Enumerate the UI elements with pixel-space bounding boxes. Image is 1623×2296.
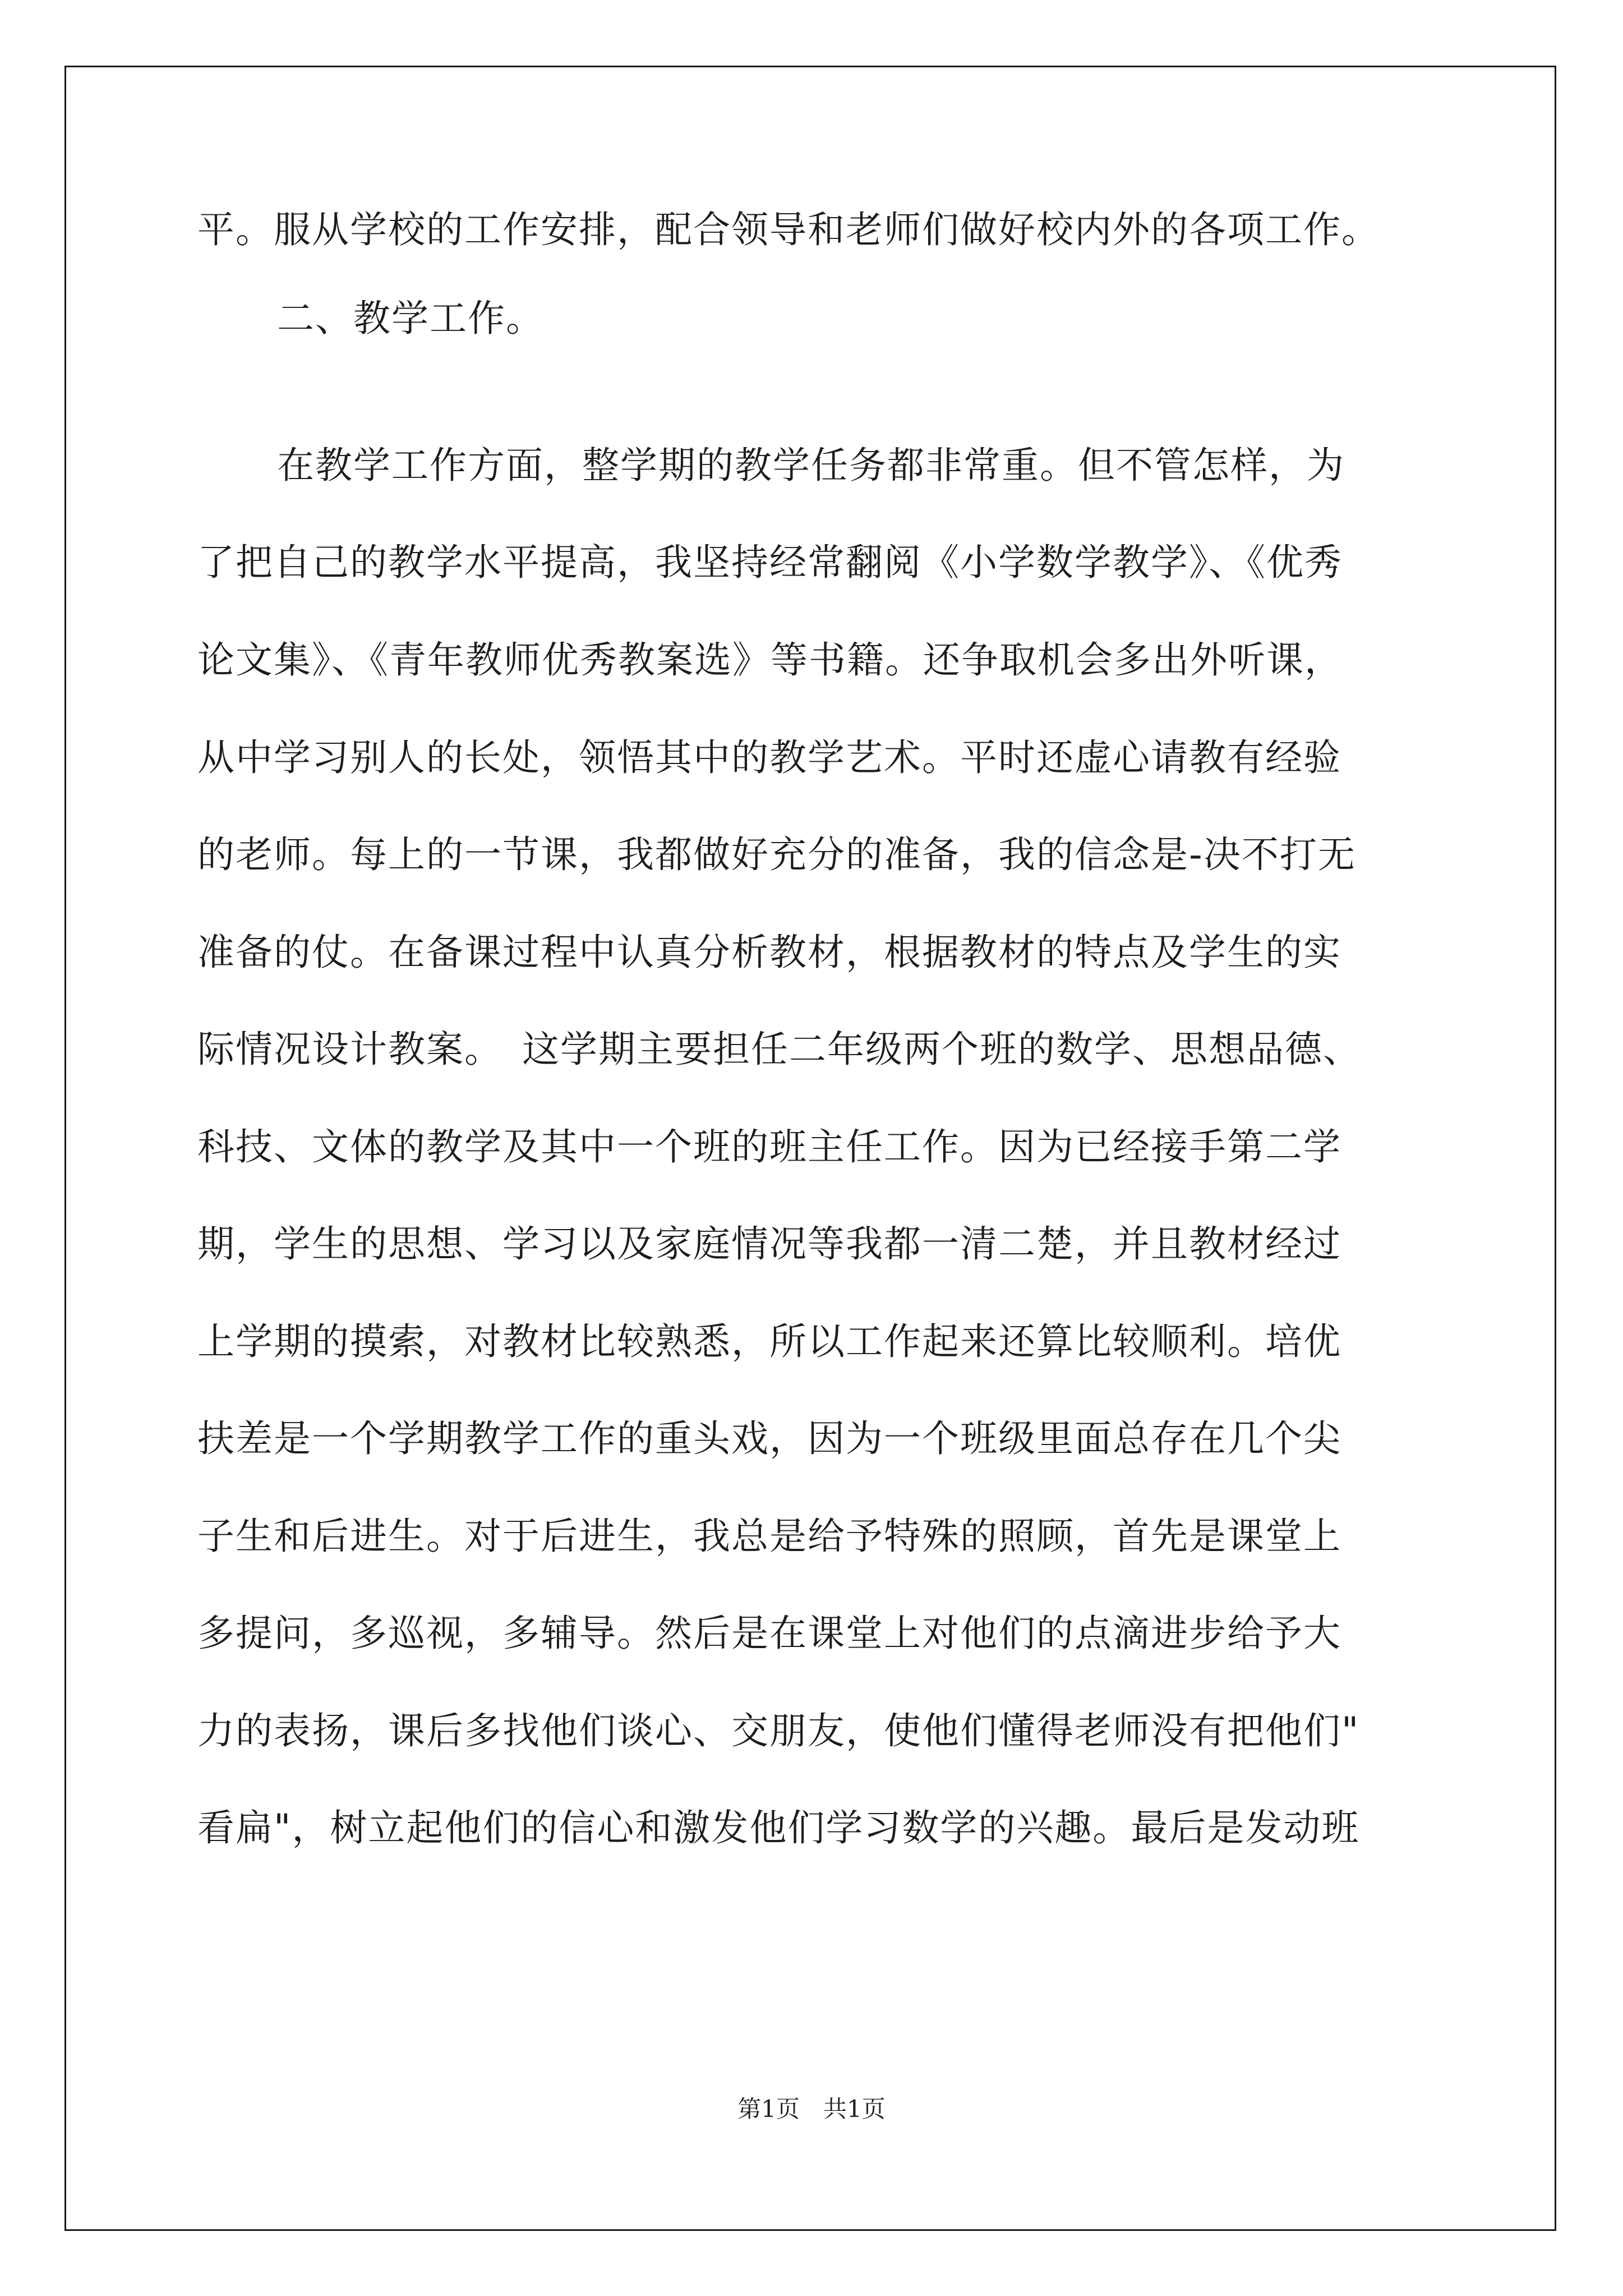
body-line-15: 多提问，多巡视，多辅导。然后是在课堂上对他们的点滴进步给予大 [197,1612,1341,1655]
body-line-6: 从中学习别人的长处，领悟其中的教学艺术。平时还虚心请教有经验 [197,736,1341,779]
body-line-9: 际情况设计教案。 这学期主要担任二年级两个班的数学、思想品德、 [197,1028,1361,1071]
body-line-16: 力的表扬，课后多找他们谈心、交朋友，使他们懂得老师没有把他们" [197,1709,1360,1752]
body-line-8: 准备的仗。在备课过程中认真分析教材，根据教材的特点及学生的实 [197,931,1341,974]
body-line-7: 的老师。每上的一节课，我都做好充分的准备，我的信念是-决不打无 [197,833,1356,876]
section-heading-teaching: 二、教学工作。 [277,297,544,340]
body-line-17: 看扁"，树立起他们的信心和激发他们学习数学的兴趣。最后是发动班 [197,1806,1360,1849]
page-footer: 第1页 共1页 [737,2095,886,2123]
body-line-14: 子生和后进生。对于后进生，我总是给予特殊的照顾，首先是课堂上 [197,1515,1341,1558]
body-line-1: 平。服从学校的工作安排，配合领导和老师们做好校内外的各项工作。 [197,208,1380,251]
body-line-5: 论文集》、《青年教师优秀教案选》等书籍。还争取机会多出外听课， [197,638,1343,682]
body-line-4: 了把自己的教学水平提高，我坚持经常翻阅《小学数学教学》、《优秀 [197,541,1343,584]
body-line-3: 在教学工作方面，整学期的教学任务都非常重。但不管怎样，为 [277,444,1345,487]
body-line-12: 上学期的摸索，对教材比较熟悉，所以工作起来还算比较顺利。培优 [197,1320,1341,1363]
body-line-10: 科技、文体的教学及其中一个班的班主任工作。因为已经接手第二学 [197,1125,1341,1168]
body-line-13: 扶差是一个学期教学工作的重头戏，因为一个班级里面总存在几个尖 [197,1417,1341,1460]
body-line-11: 期，学生的思想、学习以及家庭情况等我都一清二楚，并且教材经过 [197,1222,1341,1266]
